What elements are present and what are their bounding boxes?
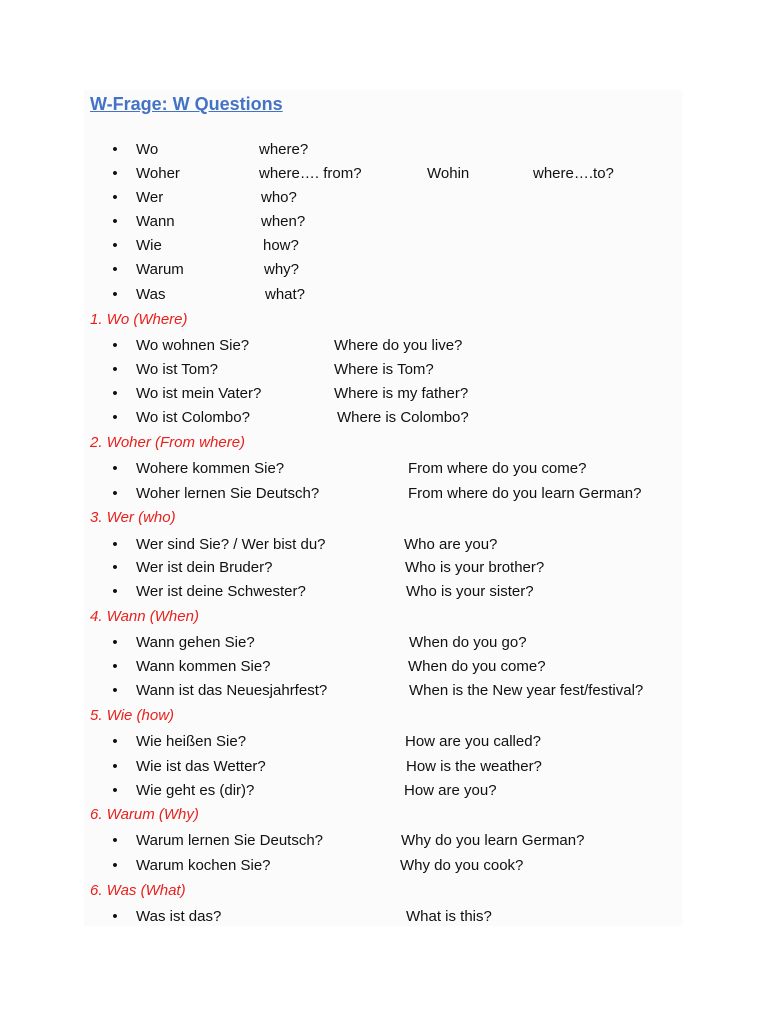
english-sentence: Who is your sister? — [406, 583, 534, 600]
bullet-icon: • — [112, 165, 118, 182]
german-sentence: Wer ist dein Bruder? — [136, 559, 273, 576]
bullet-icon: • — [112, 782, 118, 799]
section-heading-warum: 6. Warum (Why) — [90, 806, 199, 823]
german-sentence: Wohere kommen Sie? — [136, 460, 285, 477]
section-heading-woher: 2. Woher (From where) — [90, 434, 246, 451]
german-word: Wann — [136, 213, 175, 230]
bullet-icon: • — [112, 908, 118, 925]
english-word: where? — [259, 141, 309, 158]
bullet-icon: • — [112, 286, 118, 303]
german-word: Wie — [136, 237, 162, 254]
german-sentence: Wie geht es (dir)? — [136, 782, 255, 799]
german-sentence: Was ist das? — [136, 908, 222, 925]
german-sentence: Wie ist das Wetter? — [136, 758, 266, 775]
bullet-icon: • — [112, 583, 118, 600]
bullet-icon: • — [112, 832, 118, 849]
english-sentence: When do you come? — [408, 658, 546, 675]
english-sentence: Where do you live? — [334, 337, 463, 354]
bullet-icon: • — [112, 682, 118, 699]
english-word: where…. from? — [259, 165, 362, 182]
english-sentence: Why do you cook? — [400, 857, 524, 874]
bullet-icon: • — [112, 261, 118, 278]
english-sentence: How are you called? — [405, 733, 541, 750]
english-sentence: Where is my father? — [334, 385, 469, 402]
bullet-icon: • — [112, 213, 118, 230]
bullet-icon: • — [112, 141, 118, 158]
english-sentence: Why do you learn German? — [401, 832, 585, 849]
bullet-icon: • — [112, 361, 118, 378]
english-sentence: How is the weather? — [406, 758, 542, 775]
bullet-icon: • — [112, 485, 118, 502]
english-sentence: When do you go? — [409, 634, 527, 651]
bullet-icon: • — [112, 409, 118, 426]
english-sentence: When is the New year fest/festival? — [409, 682, 644, 699]
english-word: what? — [265, 286, 306, 303]
english-word: who? — [261, 189, 297, 206]
english-sentence: Where is Tom? — [334, 361, 434, 378]
english-word: why? — [264, 261, 300, 278]
german-sentence: Wie heißen Sie? — [136, 733, 247, 750]
german-sentence: Wo ist Tom? — [136, 361, 218, 378]
bullet-icon: • — [112, 658, 118, 675]
english-word: when? — [261, 213, 306, 230]
english-word-2: where….to? — [533, 165, 614, 182]
section-heading-wer: 3. Wer (who) — [90, 509, 176, 526]
german-word: Wo — [136, 141, 159, 158]
english-sentence: From where do you come? — [408, 460, 587, 477]
german-sentence: Wer sind Sie? / Wer bist du? — [136, 536, 326, 553]
english-sentence: From where do you learn German? — [408, 485, 642, 502]
german-sentence: Wann kommen Sie? — [136, 658, 271, 675]
bullet-icon: • — [112, 733, 118, 750]
english-sentence: How are you? — [404, 782, 497, 799]
german-sentence: Wo wohnen Sie? — [136, 337, 250, 354]
english-sentence: Who are you? — [404, 536, 498, 553]
bullet-icon: • — [112, 857, 118, 874]
bullet-icon: • — [112, 758, 118, 775]
german-word: Was — [136, 286, 166, 303]
bullet-icon: • — [112, 634, 118, 651]
german-word-2: Wohin — [427, 165, 470, 182]
english-sentence: Who is your brother? — [405, 559, 545, 576]
english-sentence: What is this? — [406, 908, 492, 925]
bullet-icon: • — [112, 189, 118, 206]
german-word: Wer — [136, 189, 164, 206]
page-title: W-Frage: W Questions — [90, 94, 283, 114]
bullet-icon: • — [112, 337, 118, 354]
german-sentence: Wer ist deine Schwester? — [136, 583, 306, 600]
english-sentence: Where is Colombo? — [337, 409, 469, 426]
section-heading-wo: 1. Wo (Where) — [90, 311, 188, 328]
bullet-icon: • — [112, 559, 118, 576]
german-sentence: Woher lernen Sie Deutsch? — [136, 485, 320, 502]
bullet-icon: • — [112, 536, 118, 553]
bullet-icon: • — [112, 237, 118, 254]
bullet-icon: • — [112, 385, 118, 402]
german-sentence: Wo ist Colombo? — [136, 409, 250, 426]
german-sentence: Wann gehen Sie? — [136, 634, 255, 651]
german-word: Warum — [136, 261, 184, 278]
german-word: Woher — [136, 165, 180, 182]
bullet-icon: • — [112, 460, 118, 477]
section-heading-wann: 4. Wann (When) — [90, 608, 199, 625]
german-sentence: Wo ist mein Vater? — [136, 385, 262, 402]
german-sentence: Wann ist das Neuesjahrfest? — [136, 682, 328, 699]
section-heading-was: 6. Was (What) — [90, 882, 186, 899]
section-heading-wie: 5. Wie (how) — [90, 707, 175, 724]
german-sentence: Warum lernen Sie Deutsch? — [136, 832, 324, 849]
german-sentence: Warum kochen Sie? — [136, 857, 271, 874]
english-word: how? — [263, 237, 299, 254]
